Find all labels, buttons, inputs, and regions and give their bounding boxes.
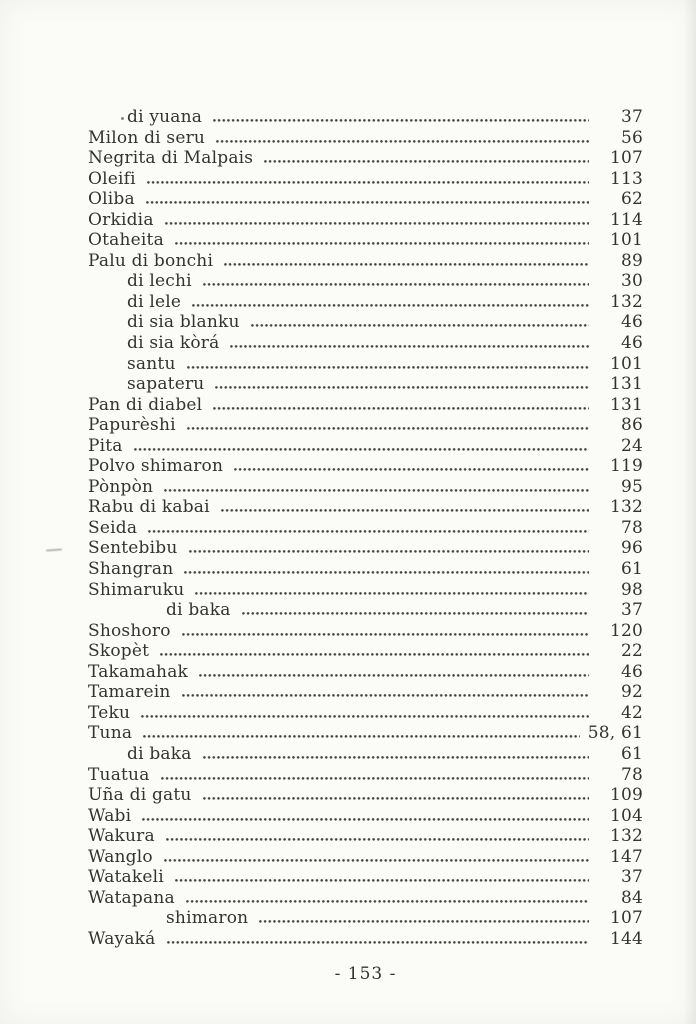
entry-label: santu [127, 353, 176, 374]
entry-page-number: 119 [609, 456, 643, 477]
entry-page-number: 37 [620, 600, 643, 621]
dot-leader [216, 140, 589, 143]
dot-leader [187, 366, 589, 369]
entry-label: di yuana [127, 107, 203, 127]
entry-page-number: 113 [609, 168, 643, 189]
dot-leader [187, 427, 589, 430]
entry-label: Uña di gatu [88, 785, 192, 806]
entry-label: Palu di bonchi [88, 250, 214, 271]
entry-label: Polvo shimaron [88, 456, 224, 477]
index-entry-row [88, 518, 643, 539]
entry-page-number: 37 [620, 867, 643, 888]
dot-leader [160, 653, 589, 656]
dot-leader [242, 612, 589, 615]
entry-page-number: 22 [620, 641, 643, 662]
entry-label: Shimaruku [88, 579, 185, 600]
dot-leader [148, 530, 589, 533]
index-entry-row [88, 806, 643, 827]
entry-label: Otaheita [88, 230, 164, 251]
entry-label: Skopèt [88, 641, 150, 662]
index-entry-row [88, 765, 643, 786]
index-entry-row [88, 148, 643, 169]
dot-leader [161, 777, 589, 780]
entry-label: Tuatua [88, 764, 150, 785]
dot-leader [164, 489, 589, 492]
index-entry-row [88, 251, 643, 272]
entry-page-number: 104 [609, 805, 643, 826]
index-entry-row [88, 600, 643, 621]
dot-leader [203, 756, 589, 759]
dot-leader [259, 920, 589, 923]
index-entry-row [88, 867, 643, 888]
entry-label: Shangran [88, 559, 174, 580]
entry-label: Takamahak [88, 661, 189, 682]
entry-label: Rabu di kabai [88, 497, 210, 518]
entry-page-number: 46 [620, 661, 643, 682]
entry-page-number: 95 [620, 476, 643, 497]
index-entry-row [88, 374, 643, 395]
index-entry-row [88, 908, 643, 929]
entry-label: Milon di seru [88, 127, 206, 148]
dot-leader [142, 818, 589, 821]
entry-page-number: 101 [609, 230, 643, 251]
dot-leader [234, 468, 589, 471]
dot-leader [213, 407, 589, 410]
entry-label: di sia kòrá [127, 333, 220, 354]
index-entry-row [88, 888, 643, 909]
index-entry-row [88, 436, 643, 457]
index-entry-row [88, 929, 643, 950]
dot-leader [186, 900, 589, 903]
entry-page-number: 132 [609, 291, 643, 312]
entry-page-number: 58, 61 [587, 723, 643, 744]
entry-page-number: 101 [609, 353, 643, 374]
dot-leader [264, 160, 589, 163]
entry-label: Tuna [88, 723, 133, 744]
entry-page-number: 132 [609, 826, 643, 847]
dot-leader [146, 201, 589, 204]
entry-label: di baka [127, 743, 192, 764]
entry-page-number: 131 [609, 394, 643, 415]
entry-label: di lechi [127, 271, 192, 292]
entry-page-number: 37 [620, 107, 643, 127]
index-entry-row [88, 580, 643, 601]
index-entry-row [88, 333, 643, 354]
index-entry-row [88, 128, 643, 149]
page-number-footer: - 153 - [334, 964, 397, 984]
entry-label: Pita [88, 435, 123, 456]
dot-leader [165, 222, 589, 225]
dot-leader [184, 571, 589, 574]
entry-page-number: 78 [620, 517, 643, 538]
dot-leader [203, 283, 589, 286]
dot-leader [166, 838, 589, 841]
entry-label: shimaron [166, 908, 249, 929]
index-entry-row [88, 395, 643, 416]
dot-leader [164, 859, 589, 862]
index-entry-row [88, 744, 643, 765]
dot-leader [189, 550, 590, 553]
entry-label: Teku [88, 702, 131, 723]
entry-page-number: 62 [620, 189, 643, 210]
dot-leader [134, 448, 589, 451]
index-entry-row [88, 107, 643, 128]
index-entry-row [88, 477, 643, 498]
index-entry-row [88, 703, 643, 724]
entry-page-number: 46 [620, 333, 643, 354]
entry-label: di baka [166, 600, 231, 621]
entry-page-number: 120 [609, 620, 643, 641]
dot-leader [182, 633, 589, 636]
entry-page-number: 92 [620, 682, 643, 703]
entry-label: Wakura [88, 826, 155, 847]
dot-leader [230, 345, 589, 348]
entry-page-number: 131 [609, 374, 643, 395]
index-entry-row [88, 847, 643, 868]
entry-page-number: 84 [620, 887, 643, 908]
dot-leader [141, 715, 589, 718]
index-entry-row [88, 641, 643, 662]
dot-leader [195, 592, 589, 595]
entry-page-number: 56 [620, 127, 643, 148]
entry-label: Shoshoro [88, 620, 171, 641]
entry-label: Oliba [88, 189, 135, 210]
entry-label: Tamarein [88, 682, 171, 703]
index-entry-row [88, 271, 643, 292]
dot-leader [221, 509, 589, 512]
entry-label: Pan di diabel [88, 394, 203, 415]
index-entry-row [88, 826, 643, 847]
entry-page-number: 30 [620, 271, 643, 292]
index-entry-row [88, 312, 643, 333]
entry-label: Pònpòn [88, 476, 154, 497]
dot-leader [167, 941, 589, 944]
index-entry-row [88, 538, 643, 559]
dot-leader [192, 304, 589, 307]
entry-label: Negrita di Malpais [88, 148, 254, 169]
entry-label: Papurèshi [88, 415, 176, 436]
index-entry-row [88, 456, 643, 477]
index-list [88, 107, 643, 949]
index-entry-row [88, 662, 643, 683]
dot-leader [175, 879, 589, 882]
dot-leader [224, 263, 589, 266]
entry-label: Wayaká [88, 928, 156, 949]
entry-label: sapateru [127, 374, 205, 395]
scan-artifact-dash [46, 548, 62, 551]
entry-page-number: 132 [609, 497, 643, 518]
entry-label: Sentebibu [88, 538, 178, 559]
entry-label: Watapana [88, 887, 175, 908]
dot-leader [203, 797, 589, 800]
entry-label: Orkidia [88, 209, 154, 230]
entry-page-number: 89 [620, 250, 643, 271]
index-entry-row [88, 785, 643, 806]
entry-page-number: 86 [620, 415, 643, 436]
dot-leader [199, 674, 589, 677]
page-edge-shadow [684, 0, 696, 1024]
entry-page-number: 61 [620, 743, 643, 764]
entry-page-number: 24 [620, 435, 643, 456]
dot-leader [147, 181, 589, 184]
index-entry-row [88, 723, 643, 744]
index-entry-row [88, 497, 643, 518]
entry-label: Seida [88, 517, 138, 538]
dot-leader [213, 119, 589, 122]
index-entry-row [88, 292, 643, 313]
index-entry-row [88, 415, 643, 436]
entry-page-number: 78 [620, 764, 643, 785]
entry-page-number: 147 [609, 846, 643, 867]
entry-label: Wabi [88, 805, 132, 826]
dot-leader [182, 694, 589, 697]
entry-page-number: 98 [620, 579, 643, 600]
index-entry-row [88, 230, 643, 251]
dot-leader [143, 735, 580, 738]
entry-page-number: 107 [609, 908, 643, 929]
entry-label: di lele [127, 291, 182, 312]
entry-label: di sia blanku [127, 312, 240, 333]
index-entry-row [88, 682, 643, 703]
index-entry-row [88, 621, 643, 642]
entry-page-number: 114 [609, 209, 643, 230]
dot-leader [251, 324, 589, 327]
entry-page-number: 46 [620, 312, 643, 333]
entry-page-number: 144 [609, 928, 643, 949]
entry-page-number: 42 [620, 702, 643, 723]
entry-label: Oleifi [88, 168, 136, 189]
entry-label: Watakeli [88, 867, 164, 888]
index-entry-row [88, 169, 643, 190]
index-entry-row [88, 559, 643, 580]
entry-label: Wanglo [88, 846, 153, 867]
dot-leader [215, 386, 589, 389]
index-entry-row [88, 354, 643, 375]
entry-page-number: 61 [620, 559, 643, 580]
dot-leader [175, 242, 589, 245]
entry-page-number: 107 [609, 148, 643, 169]
entry-page-number: 96 [620, 538, 643, 559]
index-entry-row [88, 210, 643, 231]
entry-page-number: 109 [609, 785, 643, 806]
index-entry-row [88, 189, 643, 210]
